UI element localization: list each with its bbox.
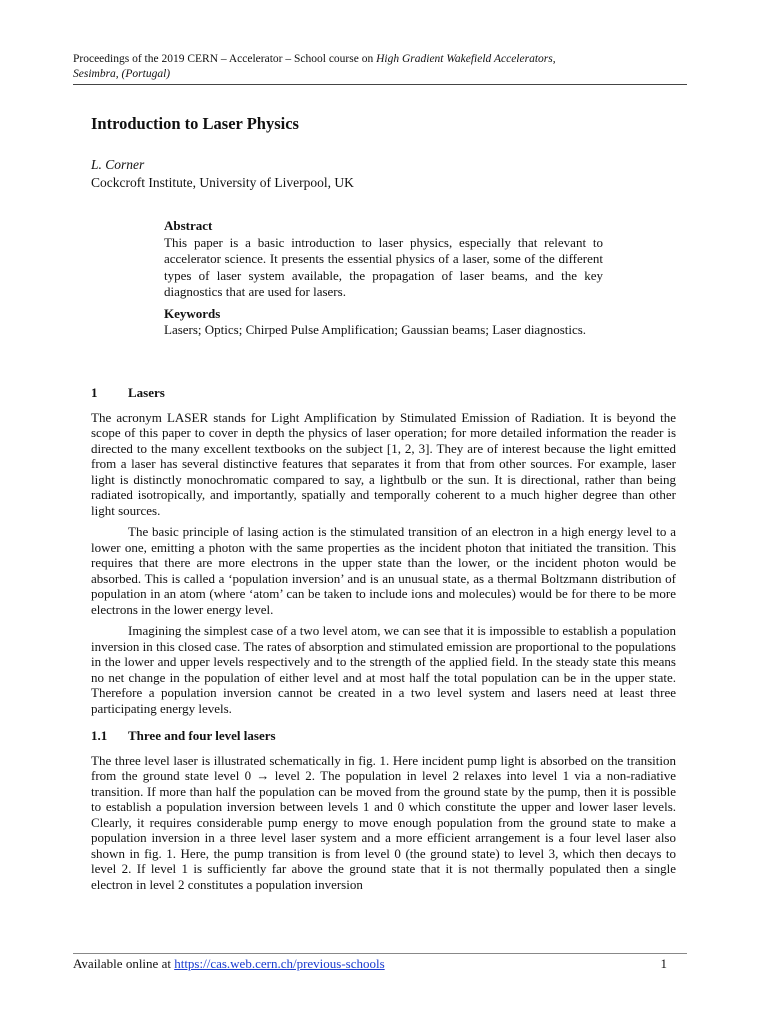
footer-availability — [73, 956, 385, 972]
previous-schools-link[interactable]: https://cas.web.cern.ch/previous-schools — [174, 956, 385, 971]
page-footer — [73, 956, 667, 972]
body-paragraph: Imagining the simplest case of a two level atom, we can see that it is impossible to establish a population inversion in this closed case. The rates of absorption and stimulated emission are proportional to the populations in the lower and upper levels respectively and to the strength of the applied field. In the steady state this means no net change in the population of either level and at most half the total population can be in the upper state. Therefore a population inversion cannot be created in a two level system and lasers need at least three participating energy levels. — [91, 623, 676, 716]
subsection-number: 1.1 — [91, 728, 108, 743]
subsection-heading — [91, 728, 676, 744]
abstract-text: This paper is a basic introduction to laser physics, especially that relevant to accelerator science. It presents the essential physics of a laser, some of the different types of laser system available, the propagation of laser beams, and the key diagnostics that are used for lasers. — [164, 234, 603, 299]
keywords-text: Lasers; Optics; Chirped Pulse Amplification; Gaussian beams; Laser diagnostics. — [164, 322, 587, 337]
author-name: L. Corner — [91, 157, 145, 172]
paper-title: Introduction to Laser Physics — [91, 114, 299, 133]
header-line1-italic: High Gradient Wakefield Accelerators, — [376, 53, 556, 65]
main-body — [91, 385, 676, 898]
page-number: 1 — [660, 956, 667, 971]
subsection-title: Three and four level lasers — [128, 728, 276, 743]
header-line1-prefix: Proceedings of the 2019 CERN – Accelerator – School course on — [73, 53, 377, 65]
footer-prefix: Available online at — [73, 956, 175, 971]
section-number: 1 — [91, 385, 98, 400]
body-paragraph: The three level laser is illustrated schematically in fig. 1. Here incident pump light is absorbed on the transition from the ground state level 0 → level 2. The population in level 2 relaxes into level 1 via a non-radiative transition. If more than half the population can be moved from the ground state by the pump, then it is possible to establish a population inversion between levels 1 and 0 which constitute the upper and lower laser levels. Clearly, it requires considerable pump energy to move enough population from the ground state to make a population inversion in a three level laser system and a more efficient arrangement is a four level laser also shown in fig. 1. Here, the pump transition is from level 0 (the ground state) to level 3, which then decays to level 2. If level 1 is sufficiently far above the ground state that it is not thermally populated then a single electron in level 2 constitutes a population inversion — [91, 752, 676, 892]
author-affiliation: Cockcroft Institute, University of Liverpool, UK — [91, 175, 354, 190]
header-rule — [73, 84, 687, 85]
footer-rule — [73, 953, 687, 954]
body-paragraph: The basic principle of lasing action is the stimulated transition of an electron in a high energy level to a lower one, emitting a photon with the same properties as the incident photon that initiated the transition. This requires that there are more electrons in the upper state than the lower, or the incident photon would be absorbed. This is called a ‘population inversion’ and is an unusual state, as a thermal Boltzmann distribution of population in an atom (where ‘atom’ can be taken to include ions and molecules) would be for there to be more electrons in the lower energy level. — [91, 524, 676, 617]
abstract-block — [164, 218, 603, 339]
keywords-heading: Keywords — [164, 305, 221, 321]
body-paragraph: The acronym LASER stands for Light Amplification by Stimulated Emission of Radiation. It is beyond the scope of this paper to cover in depth the physics of laser operation; for more detailed information the reader is directed to the many excellent textbooks on the subject [1, 2, 3]. They are of interest because the light emitted from a laser has several distinctive features that separates it from that from other sources. For example, laser light is distinctly monochromatic compared to say, a lightbulb or the sun. It is directional, rather than being radiated isotropically, and importantly, spatially and temporally coherent to a much higher degree than other light sources. — [91, 409, 676, 518]
section-title: Lasers — [128, 385, 165, 400]
section-heading — [91, 385, 676, 401]
abstract-heading: Abstract — [164, 218, 213, 233]
running-header — [73, 52, 687, 81]
header-line2-italic: Sesimbra, (Portugal) — [73, 67, 171, 80]
